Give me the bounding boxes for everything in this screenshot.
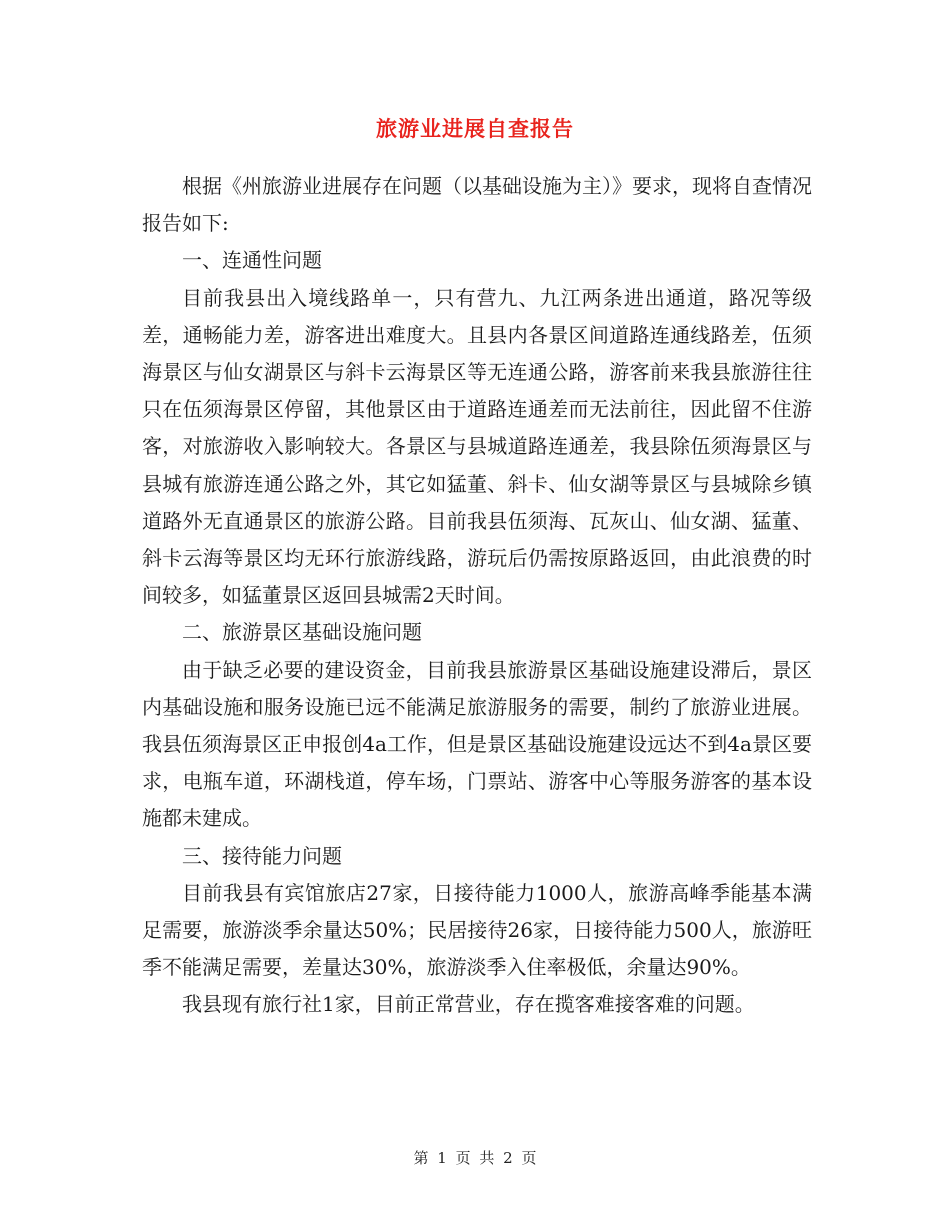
intro-paragraph: 根据《州旅游业进展存在问题（以基础设施为主）》要求，现将自查情况报告如下: — [142, 174, 812, 236]
document-body — [142, 168, 812, 1024]
travel-agency-paragraph: 我县现有旅行社1家，目前正常营业，存在揽客难接客难的问题。 — [182, 992, 755, 1017]
section-heading-capacity: 三、接待能力问题 — [182, 843, 342, 868]
section-heading-infrastructure: 二、旅游景区基础设施问题 — [182, 620, 422, 645]
section-heading-connectivity: 一、连通性问题 — [182, 248, 322, 273]
connectivity-paragraph: 目前我县出入境线路单一，只有营九、九江两条进出通道，路况等级差，通畅能力差，游客进出难度大。且县内各景区间道路连通线路差，伍须海景区与仙女湖景区与斜卡云海景区等无连通公路，游客前来我县旅游往往只在伍须海景区停留，其他景区由于道路连通差而无法前往，因此留不住游客，对旅游收入影响较大。各景区与县城道路连通差，我县除伍须海景区与县城有旅游连通公路之外，其它如猛董、斜卡、仙女湖等景区与县城除乡镇道路外无直通景区的旅游公路。目前我县伍须海、瓦灰山、仙女湖、猛董、斜卡云海等景区均无环行旅游线路，游玩后仍需按原路返回，由此浪费的时间较多，如猛董景区返回县城需2天时间。 — [142, 285, 812, 608]
infrastructure-paragraph: 由于缺乏必要的建设资金，目前我县旅游景区基础设施建设滞后，景区内基础设施和服务设施已远不能满足旅游服务的需要，制约了旅游业进展。我县伍须海景区正申报创4a工作，但是景区基础设施建设远达不到4a景区要求，电瓶车道，环湖栈道，停车场，门票站、游客中心等服务游客的基本设施都未建成。 — [142, 657, 812, 831]
document-title: 旅游业进展自查报告 — [376, 116, 574, 141]
page-number-footer: 第 1 页 共 2 页 — [413, 1149, 537, 1167]
capacity-paragraph: 目前我县有宾馆旅店27家，日接待能力1000人，旅游高峰季能基本满足需要，旅游淡季余量达50%；民居接待26家，日接待能力500人，旅游旺季不能满足需要，差量达30%，旅游淡季入住率极低，余量达90%。 — [142, 880, 812, 980]
